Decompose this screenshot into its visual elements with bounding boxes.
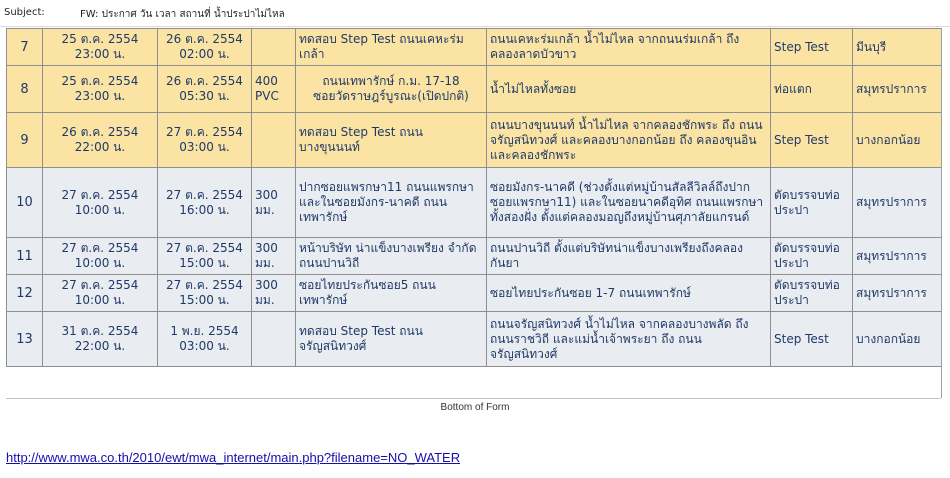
row-number-cell: 13 — [7, 312, 43, 367]
start-time-cell: 27 ต.ค. 2554 10:00 น. — [43, 275, 158, 312]
location-cell: ทดสอบ Step Test ถนนเคหะร่มเกล้า — [296, 29, 487, 66]
location-cell: ทดสอบ Step Test ถนนบางขุนนนท์ — [296, 113, 487, 168]
cause-cell: ตัดบรรจบท่อประปา — [771, 275, 853, 312]
end-time-cell: 26 ต.ค. 2554 05:30 น. — [158, 66, 252, 113]
table-row — [7, 66, 942, 113]
district-cell: บางกอกน้อย — [853, 113, 942, 168]
end-time-cell: 27 ต.ค. 2554 16:00 น. — [158, 168, 252, 238]
cause-cell: Step Test — [771, 312, 853, 367]
affected-area-cell: ถนนปานวิถี ตั้งแต่บริษัทน่าแข็งบางเพรียงถึงคลองกันยา — [487, 238, 771, 275]
table-row — [7, 113, 942, 168]
district-cell: บางกอกน้อย — [853, 312, 942, 367]
end-time-cell: 27 ต.ค. 2554 15:00 น. — [158, 275, 252, 312]
start-time-cell: 25 ต.ค. 2554 23:00 น. — [43, 66, 158, 113]
table-row — [7, 238, 942, 275]
district-cell: สมุทรปราการ — [853, 238, 942, 275]
water-outage-schedule-table — [6, 28, 942, 367]
pipe-size-cell: 300 มม. — [252, 238, 296, 275]
start-time-cell: 31 ต.ค. 2554 22:00 น. — [43, 312, 158, 367]
cause-cell: Step Test — [771, 29, 853, 66]
row-number-cell: 11 — [7, 238, 43, 275]
cause-cell: ท่อแตก — [771, 66, 853, 113]
affected-area-cell: น้ำไม่ไหลทั้งซอย — [487, 66, 771, 113]
pipe-size-cell: 300 มม. — [252, 168, 296, 238]
pipe-size-cell: 300 มม. — [252, 275, 296, 312]
form-divider — [6, 398, 941, 399]
pipe-size-cell — [252, 113, 296, 168]
location-cell: ปากซอยแพรกษา11 ถนนแพรกษา และในซอยมังกร-นาคดี ถนนเทพารักษ์ — [296, 168, 487, 238]
table-row — [7, 275, 942, 312]
affected-area-cell: ซอยไทยประกันซอย 1-7 ถนนเทพารักษ์ — [487, 275, 771, 312]
pipe-size-cell — [252, 29, 296, 66]
cause-cell: Step Test — [771, 113, 853, 168]
end-time-cell: 1 พ.ย. 2554 03:00 น. — [158, 312, 252, 367]
location-cell: ถนนเทพารักษ์ ก.ม. 17-18 ซอยวัดราษฎร์บูรณะ(เปิดปกติ) — [296, 66, 487, 113]
subject-label: Subject: — [4, 7, 45, 18]
location-cell: ทดสอบ Step Test ถนนจรัญสนิทวงศ์ — [296, 312, 487, 367]
mwa-no-water-link[interactable]: http://www.mwa.co.th/2010/ewt/mwa_internet/main.php?filename=NO_WATER — [6, 450, 461, 465]
subject-text: FW: ประกาศ วัน เวลา สถานที่ น้ำประปาไม่ไหล — [80, 9, 285, 20]
end-time-cell: 26 ต.ค. 2554 02:00 น. — [158, 29, 252, 66]
row-number-cell: 8 — [7, 66, 43, 113]
district-cell: มีนบุรี — [853, 29, 942, 66]
row-number-cell: 10 — [7, 168, 43, 238]
affected-area-cell: ถนนจรัญสนิทวงศ์ น้ำไม่ไหล จากคลองบางพลัด ถึง ถนนราชวิถี และแม่น้ำเจ้าพระยา ถึง ถนนจรัญสนิทวงศ์ — [487, 312, 771, 367]
schedule-table-container — [6, 28, 941, 367]
start-time-cell: 26 ต.ค. 2554 22:00 น. — [43, 113, 158, 168]
row-number-cell: 9 — [7, 113, 43, 168]
bottom-of-form-label: Bottom of Form — [440, 402, 510, 413]
affected-area-cell: ถนนเคหะร่มเกล้า น้ำไม่ไหล จากถนนร่มเกล้า ถึง คลองลาดบัวขาว — [487, 29, 771, 66]
pipe-size-cell: 400 PVC — [252, 66, 296, 113]
location-cell: หน้าบริษัท น่าแข็งบางเพรียง จำกัด ถนนปานวิถี — [296, 238, 487, 275]
affected-area-cell: ซอยมังกร-นาคดี (ช่วงตั้งแต่หมู่บ้านสัลลีวิลล์ถึงปากซอยแพรกษา11) และในซอยนาคดีอุทิศ ถนนแพรกษาทั้งสองฝั่ง ตั้งแต่คลองมอญถึงหมู่บ้านศุภาลัยแกรนด์ — [487, 168, 771, 238]
cause-cell: ตัดบรรจบท่อประปา — [771, 238, 853, 275]
start-time-cell: 25 ต.ค. 2554 23:00 น. — [43, 29, 158, 66]
row-number-cell: 12 — [7, 275, 43, 312]
location-cell: ซอยไทยประกันซอย5 ถนนเทพารักษ์ — [296, 275, 487, 312]
table-scroll-edge — [941, 28, 942, 398]
table-row — [7, 312, 942, 367]
start-time-cell: 27 ต.ค. 2554 10:00 น. — [43, 238, 158, 275]
district-cell: สมุทรปราการ — [853, 66, 942, 113]
table-row — [7, 168, 942, 238]
start-time-cell: 27 ต.ค. 2554 10:00 น. — [43, 168, 158, 238]
email-subject-bar — [0, 0, 950, 27]
affected-area-cell: ถนนบางขุนนนท์ น้ำไม่ไหล จากคลองชักพระ ถึง ถนนจรัญสนิทวงศ์ และคลองบางกอกน้อย ถึง คลองขุนอิน และคลองชักพระ — [487, 113, 771, 168]
row-number-cell: 7 — [7, 29, 43, 66]
district-cell: สมุทรปราการ — [853, 275, 942, 312]
end-time-cell: 27 ต.ค. 2554 15:00 น. — [158, 238, 252, 275]
pipe-size-cell — [252, 312, 296, 367]
end-time-cell: 27 ต.ค. 2554 03:00 น. — [158, 113, 252, 168]
table-row — [7, 29, 942, 66]
cause-cell: ตัดบรรจบท่อประปา — [771, 168, 853, 238]
district-cell: สมุทรปราการ — [853, 168, 942, 238]
